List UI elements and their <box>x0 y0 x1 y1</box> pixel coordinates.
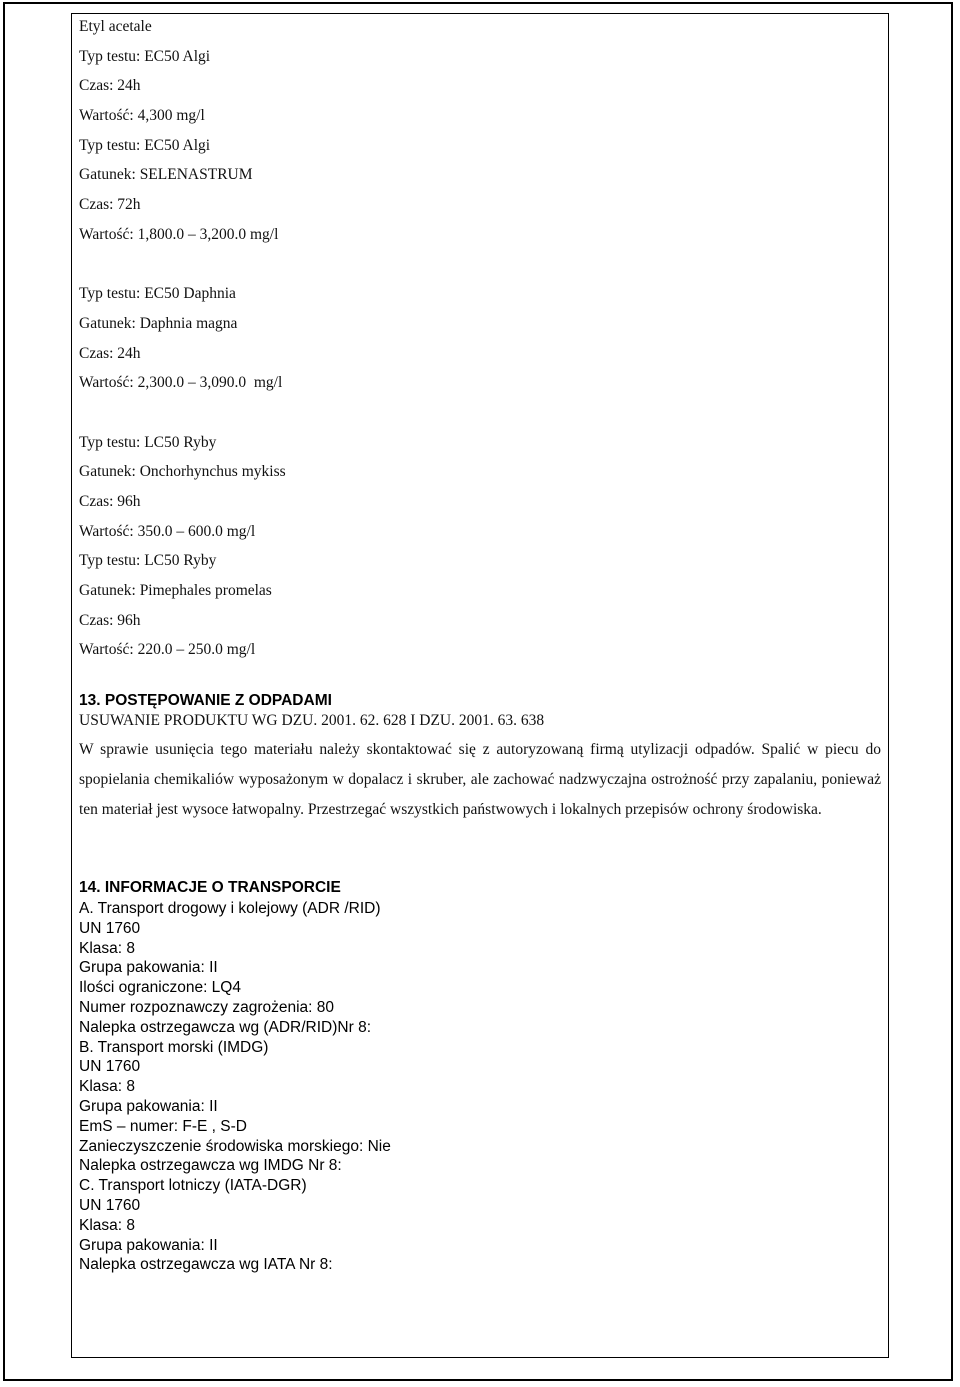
transport-line: Nalepka ostrzegawcza wg IMDG Nr 8: <box>79 1157 342 1175</box>
eco-line: Gatunek: SELENASTRUM <box>79 166 253 184</box>
eco-line: Typ testu: EC50 Algi <box>79 136 211 154</box>
transport-line: Klasa: 8 <box>79 939 136 957</box>
transport-line: A. Transport drogowy i kolejowy (ADR /RID) <box>79 900 381 917</box>
eco-line <box>79 398 881 428</box>
eco-line: Etyl acetale <box>79 18 152 35</box>
eco-line: Czas: 96h <box>79 611 141 629</box>
transport-line: Nalepka ostrzegawcza wg IATA Nr 8: <box>79 1256 333 1274</box>
transport-line: Grupa pakowania: II <box>79 959 218 977</box>
eco-line: Wartość: 220.0 – 250.0 mg/l <box>79 641 256 659</box>
eco-line: Wartość: 1,800.0 – 3,200.0 mg/l <box>79 225 279 243</box>
transport-line: B. Transport morski (IMDG) <box>79 1038 269 1056</box>
transport-line: Grupa pakowania: II <box>79 1236 218 1254</box>
eco-line: Typ testu: EC50 Algi <box>79 47 211 65</box>
transport-line: UN 1760 <box>79 1196 141 1214</box>
transport-line: Numer rozpoznawczy zagrożenia: 80 <box>79 998 335 1016</box>
eco-line: Typ testu: EC50 Daphnia <box>79 285 236 303</box>
eco-line: Czas: 24h <box>79 77 141 95</box>
eco-line: Czas: 96h <box>79 493 141 510</box>
eco-line: Gatunek: Onchorhynchus mykiss <box>79 463 286 481</box>
transport-block <box>79 899 881 1275</box>
transport-line: EmS – numer: F-E , S-D <box>79 1117 247 1135</box>
eco-line: Wartość: 2,300.0 – 3,090.0 mg/l <box>79 374 283 392</box>
section-13-paragraph: W sprawie usunięcia tego materiału należy skontaktować się z autoryzowaną firmą utylizacji odpadów. Spalić w piecu do spopielania chemikaliów wyposażonym w dopalacz i skruber, ale zachować nadzwyczajna ostrożność przy zapalaniu, ponieważ ten materiał jest wysoce łatwopalny. Przestrzegać wszystkich państwowych i lokalnych przepisów ochrony środowiska. <box>79 741 881 818</box>
eco-line: Gatunek: Daphnia magna <box>79 314 238 332</box>
transport-line: C. Transport lotniczy (IATA-DGR) <box>79 1177 307 1195</box>
ecotoxicity-block <box>79 12 881 665</box>
eco-line: Typ testu: LC50 Ryby <box>79 433 217 451</box>
transport-line: Nalepka ostrzegawcza wg (ADR/RID)Nr 8: <box>79 1018 372 1036</box>
eco-line: Gatunek: Pimephales promelas <box>79 582 272 600</box>
transport-line: Klasa: 8 <box>79 1078 136 1096</box>
transport-line: Zanieczyszczenie środowiska morskiego: Nie <box>79 1137 391 1155</box>
transport-line: UN 1760 <box>79 919 141 937</box>
eco-line: Typ testu: LC50 Ryby <box>79 552 217 570</box>
transport-line: Ilości ograniczone: LQ4 <box>79 979 241 997</box>
section-14-heading: 14. INFORMACJE O TRANSPORCIE <box>79 879 341 896</box>
section-13-heading: 13. POSTĘPOWANIE Z ODPADAMI <box>79 692 332 709</box>
eco-line: Wartość: 4,300 mg/l <box>79 107 205 125</box>
eco-line: Wartość: 350.0 – 600.0 mg/l <box>79 522 256 540</box>
transport-line: UN 1760 <box>79 1058 141 1076</box>
eco-line <box>79 250 881 280</box>
transport-line: Klasa: 8 <box>79 1216 136 1234</box>
eco-line: Czas: 24h <box>79 344 141 362</box>
transport-line: Grupa pakowania: II <box>79 1097 218 1115</box>
eco-line: Czas: 72h <box>79 196 141 214</box>
section-13-subheading: USUWANIE PRODUKTU WG DZU. 2001. 62. 628 I DZU. 2001. 63. 638 <box>79 712 545 729</box>
